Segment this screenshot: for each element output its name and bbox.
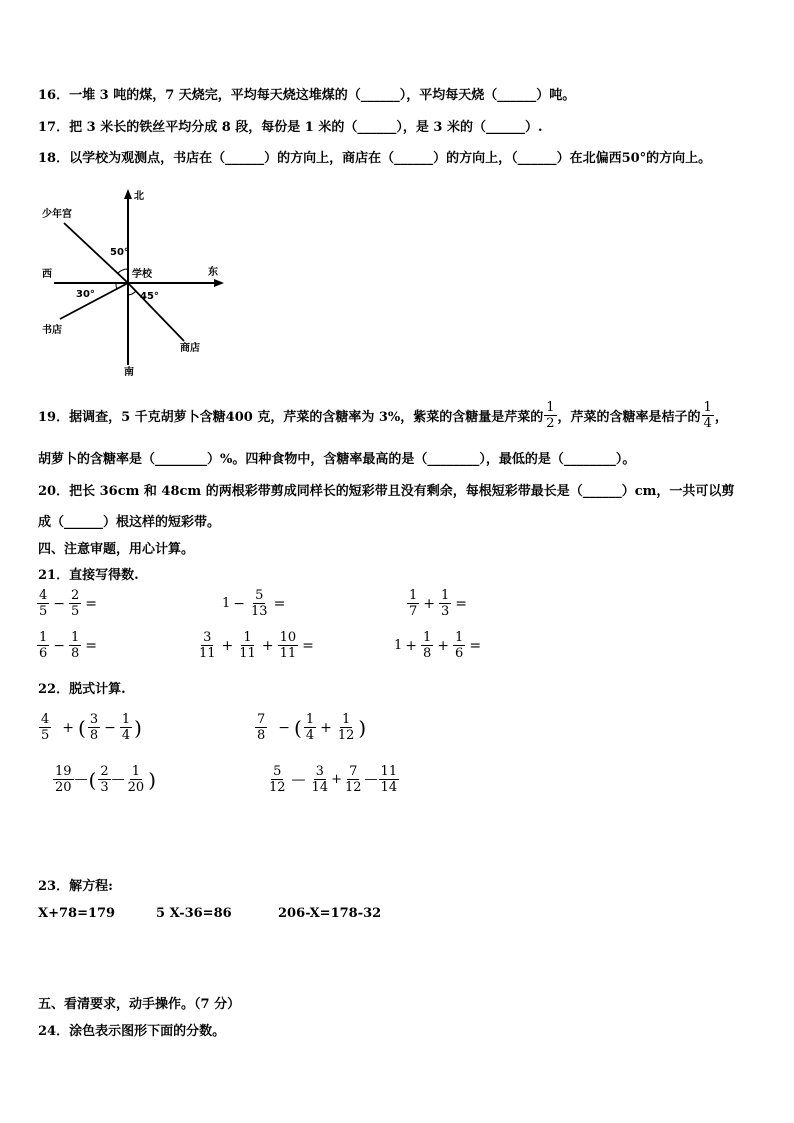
fraction	[37, 630, 49, 661]
fraction	[39, 712, 51, 743]
denominator: 5	[71, 604, 80, 619]
fraction	[304, 712, 316, 743]
q21-expression-1	[36, 588, 100, 619]
question-22-title: 22．脱式计算.	[38, 682, 126, 697]
numerator: 1	[121, 712, 131, 727]
q19-fraction-2	[702, 400, 714, 431]
operator: —	[291, 771, 306, 788]
fraction	[421, 630, 433, 661]
denominator: 5	[41, 728, 50, 743]
question-17: 17．把 3 米长的铁丝平均分成 8 段，每份是 1 米的（______），是 3 米的（______）.	[38, 120, 543, 135]
question-19-line1	[38, 400, 728, 431]
denominator: 4	[305, 728, 315, 743]
numerator: 1	[243, 630, 252, 645]
operator: +	[261, 637, 274, 654]
angle-arc-50	[118, 269, 128, 273]
operator: +	[437, 637, 450, 654]
denominator: 4	[703, 416, 712, 431]
operator: +	[221, 637, 234, 654]
fraction	[69, 588, 81, 619]
equals-sign: =	[273, 595, 286, 612]
label-north: 北	[134, 191, 144, 202]
denominator: 11	[239, 646, 256, 661]
numerator: 3	[315, 764, 324, 779]
denominator: 11	[199, 646, 216, 661]
q21-expression-2	[222, 588, 288, 619]
q19-text-3: ，	[714, 410, 728, 425]
north-arrow-icon	[124, 189, 132, 199]
numerator: 5	[273, 764, 282, 779]
left-paren: (	[78, 715, 86, 740]
label-school: 学校	[132, 269, 152, 280]
operator: +	[62, 719, 75, 736]
east-arrow-icon	[214, 279, 224, 287]
question-24: 24．涂色表示图形下面的分数。	[38, 1024, 226, 1039]
operator: —	[364, 772, 378, 787]
operator: —	[74, 772, 88, 787]
fraction	[98, 764, 110, 795]
equals-sign: =	[85, 637, 98, 654]
denominator: 12	[269, 780, 286, 795]
fraction	[439, 588, 451, 619]
operator: −	[233, 595, 246, 612]
fraction	[37, 588, 49, 619]
denominator: 8	[423, 646, 432, 661]
operator: −	[104, 719, 116, 736]
q22-expression-3	[52, 764, 157, 795]
operator: +	[423, 595, 436, 612]
q21-expression-4	[36, 630, 100, 661]
fraction	[379, 764, 400, 795]
fraction	[120, 712, 132, 743]
right-paren: )	[358, 715, 367, 740]
denominator: 11	[279, 646, 297, 661]
denominator: 8	[89, 728, 99, 743]
operator: +	[320, 719, 332, 736]
numerator: 1	[341, 712, 351, 727]
numerator: 1	[455, 630, 464, 645]
numerator: 1	[546, 400, 555, 415]
label-west: 西	[42, 269, 52, 280]
fraction	[255, 712, 267, 743]
q21-expression-3	[406, 588, 470, 619]
operator: −	[278, 719, 291, 736]
equals-sign: =	[85, 595, 98, 612]
label-angle-45: 45°	[140, 291, 159, 302]
question-16: 16．一堆 3 吨的煤，7 天烧完，平均每天烧这堆煤的（______），平均每天烧（______）吨。	[38, 88, 576, 103]
label-youth-palace: 少年宫	[42, 209, 72, 220]
denominator: 14	[311, 780, 329, 795]
q22-expression-2	[254, 712, 367, 743]
label-south: 南	[124, 367, 134, 378]
denominator: 13	[251, 604, 268, 619]
fraction	[336, 712, 357, 743]
q21-expression-5	[196, 630, 317, 661]
whole-number: 1	[394, 638, 403, 653]
fraction	[126, 764, 147, 795]
numerator: 1	[409, 588, 418, 603]
denominator: 4	[121, 728, 131, 743]
denominator: 8	[71, 646, 80, 661]
denominator: 20	[127, 780, 145, 795]
operator: −	[53, 595, 66, 612]
numerator: 7	[257, 712, 266, 727]
denominator: 7	[409, 604, 418, 619]
denominator: 3	[100, 780, 109, 795]
fraction	[343, 764, 364, 795]
question-18: 18．以学校为观测点，书店在（______）的方向上，商店在（______）的方向上，（______）在北偏西50°的方向上。	[38, 151, 712, 166]
denominator: 20	[55, 780, 72, 795]
question-21-title: 21．直接写得数.	[38, 568, 139, 583]
fraction	[453, 630, 465, 661]
section-5-heading: 五、看清要求，动手操作。（7 分）	[38, 997, 241, 1012]
left-paren: (	[88, 767, 97, 792]
denominator: 5	[39, 604, 48, 619]
denominator: 12	[345, 780, 362, 795]
section-4-heading: 四、注意审题，用心计算。	[38, 542, 195, 557]
q19-text-2: ，芹菜的含糖率是桔子的	[557, 410, 701, 425]
label-angle-30: 30°	[76, 289, 95, 300]
fraction	[267, 764, 288, 795]
fraction	[407, 588, 419, 619]
equals-sign: =	[302, 637, 314, 654]
numerator: 1	[71, 630, 80, 645]
numerator: 5	[255, 588, 264, 603]
question-19-line2: 胡萝卜的含糖率是（________）%。四种食物中，含糖率最高的是（________），最低的是（________）。	[38, 452, 636, 467]
numerator: 1	[39, 630, 48, 645]
numerator: 10	[279, 630, 297, 645]
whole-number: 1	[222, 596, 231, 611]
fraction	[310, 764, 331, 795]
denominator: 12	[337, 728, 355, 743]
denominator: 14	[380, 780, 398, 795]
numerator: 1	[703, 400, 712, 415]
denominator: 6	[455, 646, 464, 661]
numerator: 1	[423, 630, 432, 645]
numerator: 2	[71, 588, 80, 603]
denominator: 3	[441, 604, 450, 619]
q22-expression-1	[38, 712, 143, 743]
numerator: 4	[39, 588, 48, 603]
label-bookstore: 书店	[42, 325, 62, 336]
equals-sign: =	[469, 637, 482, 654]
numerator: 1	[305, 712, 315, 727]
denominator: 6	[39, 646, 48, 661]
equation-1: X+78=179	[38, 906, 116, 921]
fraction	[69, 630, 81, 661]
denominator: 8	[257, 728, 266, 743]
fraction	[53, 764, 74, 795]
label-shop: 商店	[180, 343, 200, 354]
fraction	[88, 712, 100, 743]
right-paren: )	[134, 715, 142, 740]
operator: +	[405, 637, 418, 654]
numerator: 7	[349, 764, 358, 779]
equation-2: 5 X-36=86	[156, 906, 232, 921]
left-paren: (	[294, 715, 302, 740]
q21-expression-6	[394, 630, 484, 661]
label-east: 东	[208, 267, 218, 278]
numerator: 3	[89, 712, 99, 727]
numerator: 1	[131, 764, 141, 779]
angle-arc-45	[128, 291, 136, 295]
fraction	[197, 630, 218, 661]
numerator: 3	[203, 630, 212, 645]
operator: −	[53, 637, 66, 654]
numerator: 11	[380, 764, 398, 779]
numerator: 1	[441, 588, 450, 603]
question-23-title: 23．解方程:	[38, 879, 113, 894]
compass-diagram	[36, 185, 236, 380]
right-paren: )	[148, 767, 156, 792]
question-20-line2: 成（______）根这样的短彩带。	[38, 515, 221, 530]
operator: —	[111, 772, 125, 787]
equation-3: 206-X=178-32	[278, 906, 382, 921]
numerator: 19	[55, 764, 72, 779]
numerator: 2	[100, 764, 109, 779]
fraction	[237, 630, 258, 661]
q22-expression-4	[266, 764, 400, 795]
operator: +	[331, 772, 342, 787]
fraction	[278, 630, 299, 661]
equals-sign: =	[455, 595, 468, 612]
label-angle-50: 50°	[110, 247, 129, 258]
question-20-line1: 20．把长 36cm 和 48cm 的两根彩带剪成同样长的短彩带且没有剩余，每根短彩带最长是（______）cm，一共可以剪	[38, 484, 735, 499]
denominator: 2	[546, 416, 555, 431]
q19-text-1: 19．据调查，5 千克胡萝卜含糖400 克，芹菜的含糖率为 3%，紫菜的含糖量是芹菜的	[38, 410, 544, 425]
fraction	[249, 588, 270, 619]
q19-fraction-1	[544, 400, 556, 431]
numerator: 4	[41, 712, 50, 727]
